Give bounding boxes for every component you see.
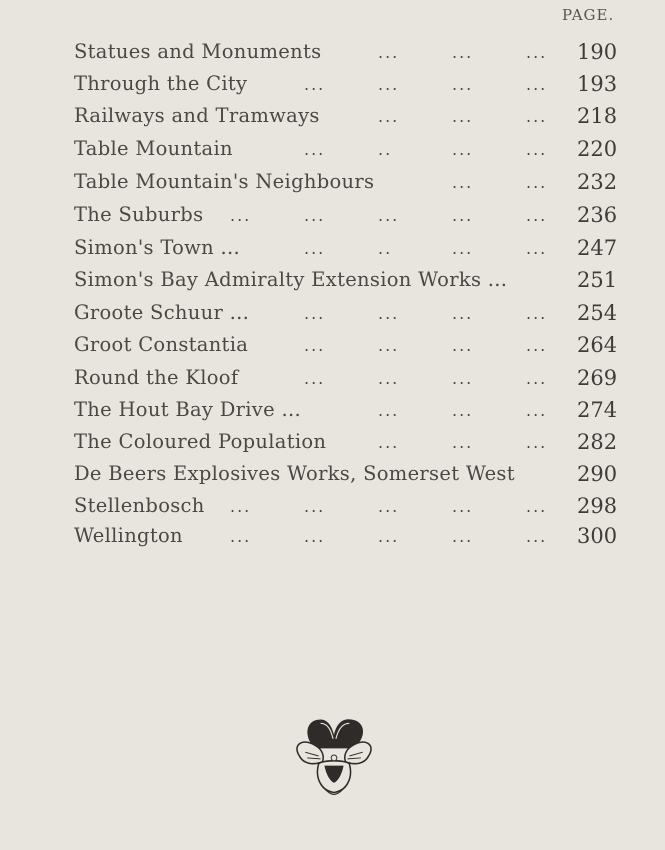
- pansy-flower-icon: [286, 708, 382, 804]
- toc-page-number: 247: [577, 236, 618, 260]
- toc-page-number: 232: [577, 170, 618, 194]
- leader-dots: ...: [378, 107, 400, 126]
- leader-dots: ...: [304, 140, 326, 159]
- leader-dots: ...: [452, 433, 474, 452]
- leader-dots: ...: [304, 336, 326, 355]
- leader-dots: ...: [526, 497, 548, 516]
- toc-entry-title: Table Mountain: [74, 137, 233, 160]
- toc-entry-title: Simon's Bay Admiralty Extension Works ...: [74, 268, 508, 291]
- leader-dots: ...: [378, 75, 400, 94]
- leader-dots: ...: [304, 304, 326, 323]
- toc-entry-title: Simon's Town ...: [74, 236, 241, 259]
- leader-dots: ...: [304, 206, 326, 225]
- toc-page-number: 236: [577, 203, 618, 227]
- toc-page-number: 190: [577, 40, 618, 64]
- leader-dots: ...: [452, 401, 474, 420]
- leader-dots: ...: [452, 75, 474, 94]
- toc-entry-title: Wellington: [74, 524, 183, 547]
- leader-dots: ...: [452, 140, 474, 159]
- leader-dots: ...: [526, 140, 548, 159]
- toc-entry: [0, 137, 665, 167]
- leader-dots: ..: [378, 239, 393, 258]
- toc-entry: [0, 236, 665, 266]
- leader-dots: ...: [452, 527, 474, 546]
- toc-entry-title: Railways and Tramways: [74, 104, 320, 127]
- leader-dots: ...: [378, 206, 400, 225]
- toc-entry-title: Table Mountain's Neighbours: [74, 170, 375, 193]
- toc-entry-title: The Suburbs: [74, 203, 204, 226]
- leader-dots: ...: [452, 239, 474, 258]
- toc-page-number: 274: [577, 398, 618, 422]
- toc-page-number: 264: [577, 333, 618, 357]
- leader-dots: ...: [526, 369, 548, 388]
- leader-dots: ...: [378, 497, 400, 516]
- toc-entry: [0, 40, 665, 70]
- leader-dots: ...: [452, 497, 474, 516]
- toc-entry-title: Groot Constantia: [74, 333, 249, 356]
- toc-entry: [0, 104, 665, 134]
- toc-entry: [0, 524, 665, 554]
- leader-dots: ..: [378, 140, 393, 159]
- toc-page-number: 300: [577, 524, 618, 548]
- toc-page-number: 254: [577, 301, 618, 325]
- toc-entry: [0, 268, 665, 298]
- leader-dots: ...: [304, 369, 326, 388]
- leader-dots: ...: [526, 527, 548, 546]
- leader-dots: ...: [526, 304, 548, 323]
- toc-entry-title: De Beers Explosives Works, Somerset West: [74, 462, 515, 485]
- toc-entry: [0, 72, 665, 102]
- leader-dots: ...: [452, 336, 474, 355]
- leader-dots: ...: [452, 206, 474, 225]
- leader-dots: ...: [304, 239, 326, 258]
- leader-dots: ...: [378, 336, 400, 355]
- toc-entry-title: Groote Schuur ...: [74, 301, 250, 324]
- toc-entry: [0, 430, 665, 460]
- leader-dots: ...: [230, 527, 252, 546]
- toc-page-number: 193: [577, 72, 618, 96]
- toc-entry-title: Stellenbosch: [74, 494, 205, 517]
- toc-entry: [0, 462, 665, 492]
- leader-dots: ...: [304, 497, 326, 516]
- toc-entry: [0, 301, 665, 331]
- toc-entry: [0, 494, 665, 524]
- toc-entry: [0, 333, 665, 363]
- leader-dots: ...: [378, 401, 400, 420]
- leader-dots: ...: [452, 107, 474, 126]
- leader-dots: ...: [452, 43, 474, 62]
- leader-dots: ...: [230, 497, 252, 516]
- toc-page-number: 298: [577, 494, 618, 518]
- leader-dots: ...: [452, 304, 474, 323]
- toc-page-number: 269: [577, 366, 618, 390]
- leader-dots: ...: [526, 433, 548, 452]
- toc-page-number: 220: [577, 137, 618, 161]
- toc-entry: [0, 203, 665, 233]
- toc-entry-title: Through the City: [74, 72, 248, 95]
- toc-page-number: 251: [577, 268, 618, 292]
- leader-dots: ...: [378, 304, 400, 323]
- toc-entry-title: The Hout Bay Drive ...: [74, 398, 301, 421]
- toc-entry: [0, 366, 665, 396]
- leader-dots: ...: [230, 206, 252, 225]
- leader-dots: ...: [526, 43, 548, 62]
- leader-dots: ...: [526, 401, 548, 420]
- toc-page-number: 290: [577, 462, 618, 486]
- leader-dots: ...: [378, 433, 400, 452]
- toc-page-number: 282: [577, 430, 618, 454]
- toc-entry: [0, 170, 665, 200]
- leader-dots: ...: [526, 239, 548, 258]
- leader-dots: ...: [452, 369, 474, 388]
- leader-dots: ...: [526, 206, 548, 225]
- leader-dots: ...: [378, 369, 400, 388]
- leader-dots: ...: [526, 336, 548, 355]
- toc-entry: [0, 398, 665, 428]
- leader-dots: ...: [526, 75, 548, 94]
- leader-dots: ...: [526, 173, 548, 192]
- toc-entry-title: The Coloured Population: [74, 430, 327, 453]
- leader-dots: ...: [452, 173, 474, 192]
- page-column-heading: PAGE.: [562, 6, 615, 24]
- leader-dots: ...: [526, 107, 548, 126]
- leader-dots: ...: [378, 527, 400, 546]
- leader-dots: ...: [304, 527, 326, 546]
- leader-dots: ...: [378, 43, 400, 62]
- leader-dots: ...: [304, 75, 326, 94]
- toc-entry-title: Statues and Monuments: [74, 40, 322, 63]
- toc-entry-title: Round the Kloof: [74, 366, 239, 389]
- toc-page-number: 218: [577, 104, 618, 128]
